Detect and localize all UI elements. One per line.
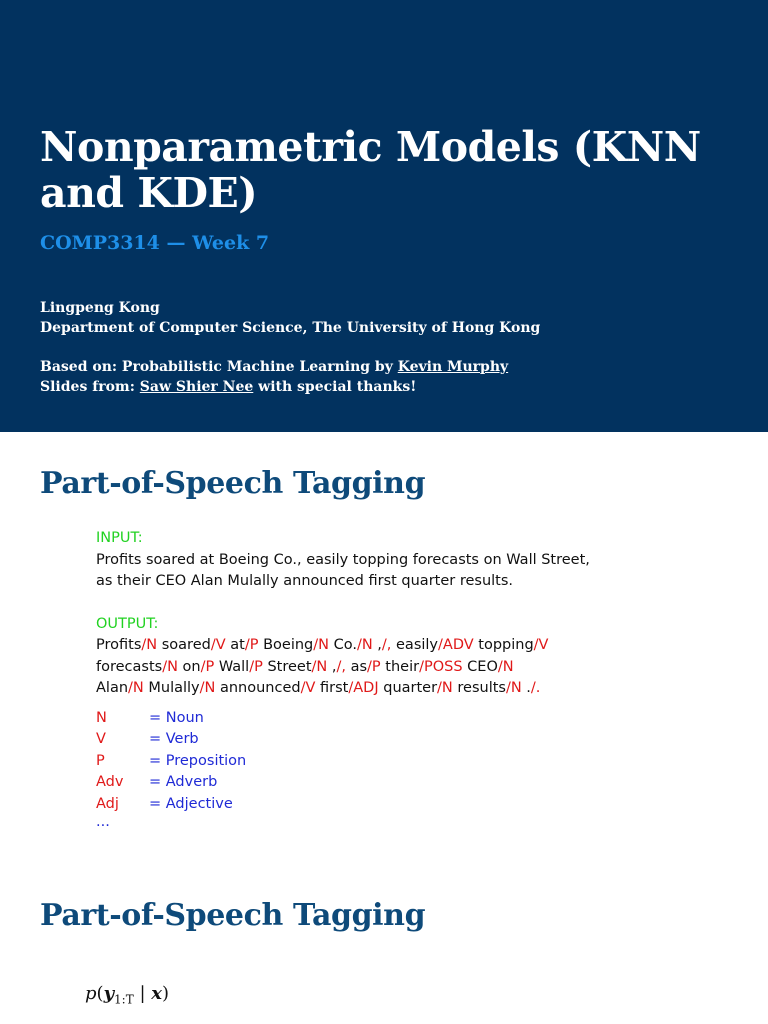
pos-tag: /ADV	[438, 637, 474, 653]
token-word: Mulally	[143, 680, 200, 696]
probability-formula	[85, 982, 169, 1012]
legend-row	[96, 708, 616, 730]
pos-tag: /POSS	[419, 658, 463, 675]
token-word: Profits	[96, 637, 142, 653]
token-word: announced	[215, 680, 301, 696]
token-word: Wall	[214, 658, 250, 675]
formula-open: (	[96, 983, 104, 1004]
pos-tag: /N	[313, 637, 329, 653]
token-word: as	[345, 658, 368, 675]
legend-row	[96, 772, 616, 794]
kevin-murphy-link[interactable]: Kevin Murphy	[397, 359, 509, 375]
slide2-title: Part-of-Speech Tagging	[40, 466, 426, 501]
saw-shier-nee-link[interactable]: Saw Shier Nee	[139, 379, 254, 395]
pos-tag: /P	[249, 658, 263, 675]
formula-var-x: x	[151, 983, 162, 1004]
legend-value: = Preposition	[149, 752, 247, 769]
legend-row	[96, 751, 616, 773]
pos-tag: /P	[244, 637, 259, 653]
deck-title	[40, 124, 730, 216]
pos-tag: /V	[300, 680, 316, 696]
token-word: topping	[473, 637, 534, 653]
token-word: their	[380, 658, 420, 675]
legend-key: Adv	[96, 774, 124, 790]
legend-value: = Adjective	[149, 795, 233, 812]
slides-from-prefix: Slides from:	[40, 379, 140, 395]
based-on-line	[40, 357, 508, 377]
legend-value: = Verb	[149, 731, 199, 747]
legend-key: N	[96, 709, 107, 726]
legend-value: = Noun	[149, 709, 204, 726]
input-sentence-line2: as their CEO Alan Mulally announced first quarter results.	[96, 573, 514, 589]
formula-subscript: 1:T	[114, 992, 134, 1007]
token-word: quarter	[378, 680, 438, 696]
token-word: on	[177, 658, 201, 675]
pos-tag: /N	[437, 680, 453, 696]
token-word: forecasts	[96, 658, 163, 675]
deck-title-line2: and KDE)	[40, 169, 258, 217]
legend-row	[96, 794, 616, 816]
pos-tagging-figure	[96, 528, 616, 829]
pos-tag: /N	[497, 658, 514, 675]
token-word: ,	[327, 658, 337, 675]
pos-tag: /N	[356, 637, 373, 653]
pos-tag: /,	[381, 637, 392, 653]
pos-tag: /,	[336, 658, 346, 675]
deck-title-line1: Nonparametric Models (KNN	[40, 123, 701, 171]
token-word: ,	[372, 637, 382, 653]
token-word: first	[315, 680, 349, 696]
token-word: results	[452, 680, 506, 696]
pos-tag: /V	[210, 637, 226, 653]
token-word: at	[225, 637, 245, 653]
slides-from-suffix: with special thanks!	[253, 379, 417, 395]
pos-tag: /N	[128, 680, 144, 696]
formula-close: )	[161, 983, 169, 1004]
pos-tag: /N	[311, 658, 328, 675]
based-on-prefix: Based on: Probabilistic Machine Learning by	[40, 359, 398, 375]
input-label: INPUT:	[96, 530, 143, 546]
legend-ellipsis: ...	[96, 814, 110, 830]
legend-value: = Adverb	[149, 774, 218, 790]
token-word: Street	[262, 658, 312, 675]
output-line	[96, 657, 616, 679]
output-line	[96, 678, 616, 700]
slides-from-line	[40, 377, 416, 397]
formula-var-y: y	[103, 983, 115, 1004]
title-slide	[0, 0, 768, 432]
legend-row	[96, 729, 616, 751]
token-word: soared	[157, 637, 211, 653]
token-word: Co.	[328, 637, 357, 653]
pos-tag: /P	[200, 658, 215, 675]
formula-fn: p	[85, 983, 97, 1004]
pos-tag: /ADJ	[348, 680, 379, 696]
output-line	[96, 635, 616, 657]
token-word: .	[521, 680, 531, 696]
pos-tag: /N	[162, 658, 178, 675]
legend-key: Adj	[96, 795, 119, 812]
formula-bar: |	[133, 983, 152, 1004]
token-word: Boeing	[258, 637, 314, 653]
input-sentence-line1: Profits soared at Boeing Co., easily topping forecasts on Wall Street,	[96, 551, 590, 568]
author-name: Lingpeng Kong	[40, 300, 160, 316]
pos-tag: /P	[367, 658, 381, 675]
legend-key: V	[96, 731, 106, 747]
pos-tag: /.	[530, 680, 541, 696]
deck-subtitle: COMP3314 — Week 7	[40, 232, 270, 254]
legend-key: P	[96, 752, 105, 769]
pos-tag: /N	[199, 680, 216, 696]
token-word: Alan	[96, 680, 129, 696]
pos-tag: /N	[505, 680, 522, 696]
tag-legend	[96, 708, 616, 816]
token-word: easily	[391, 637, 439, 653]
pos-tag: /V	[533, 637, 549, 653]
pos-tag: /N	[141, 637, 158, 653]
output-label: OUTPUT:	[96, 615, 159, 632]
slide3-title: Part-of-Speech Tagging	[40, 898, 426, 933]
author-affiliation: Department of Computer Science, The University of Hong Kong	[40, 320, 541, 336]
token-word: CEO	[462, 658, 498, 675]
